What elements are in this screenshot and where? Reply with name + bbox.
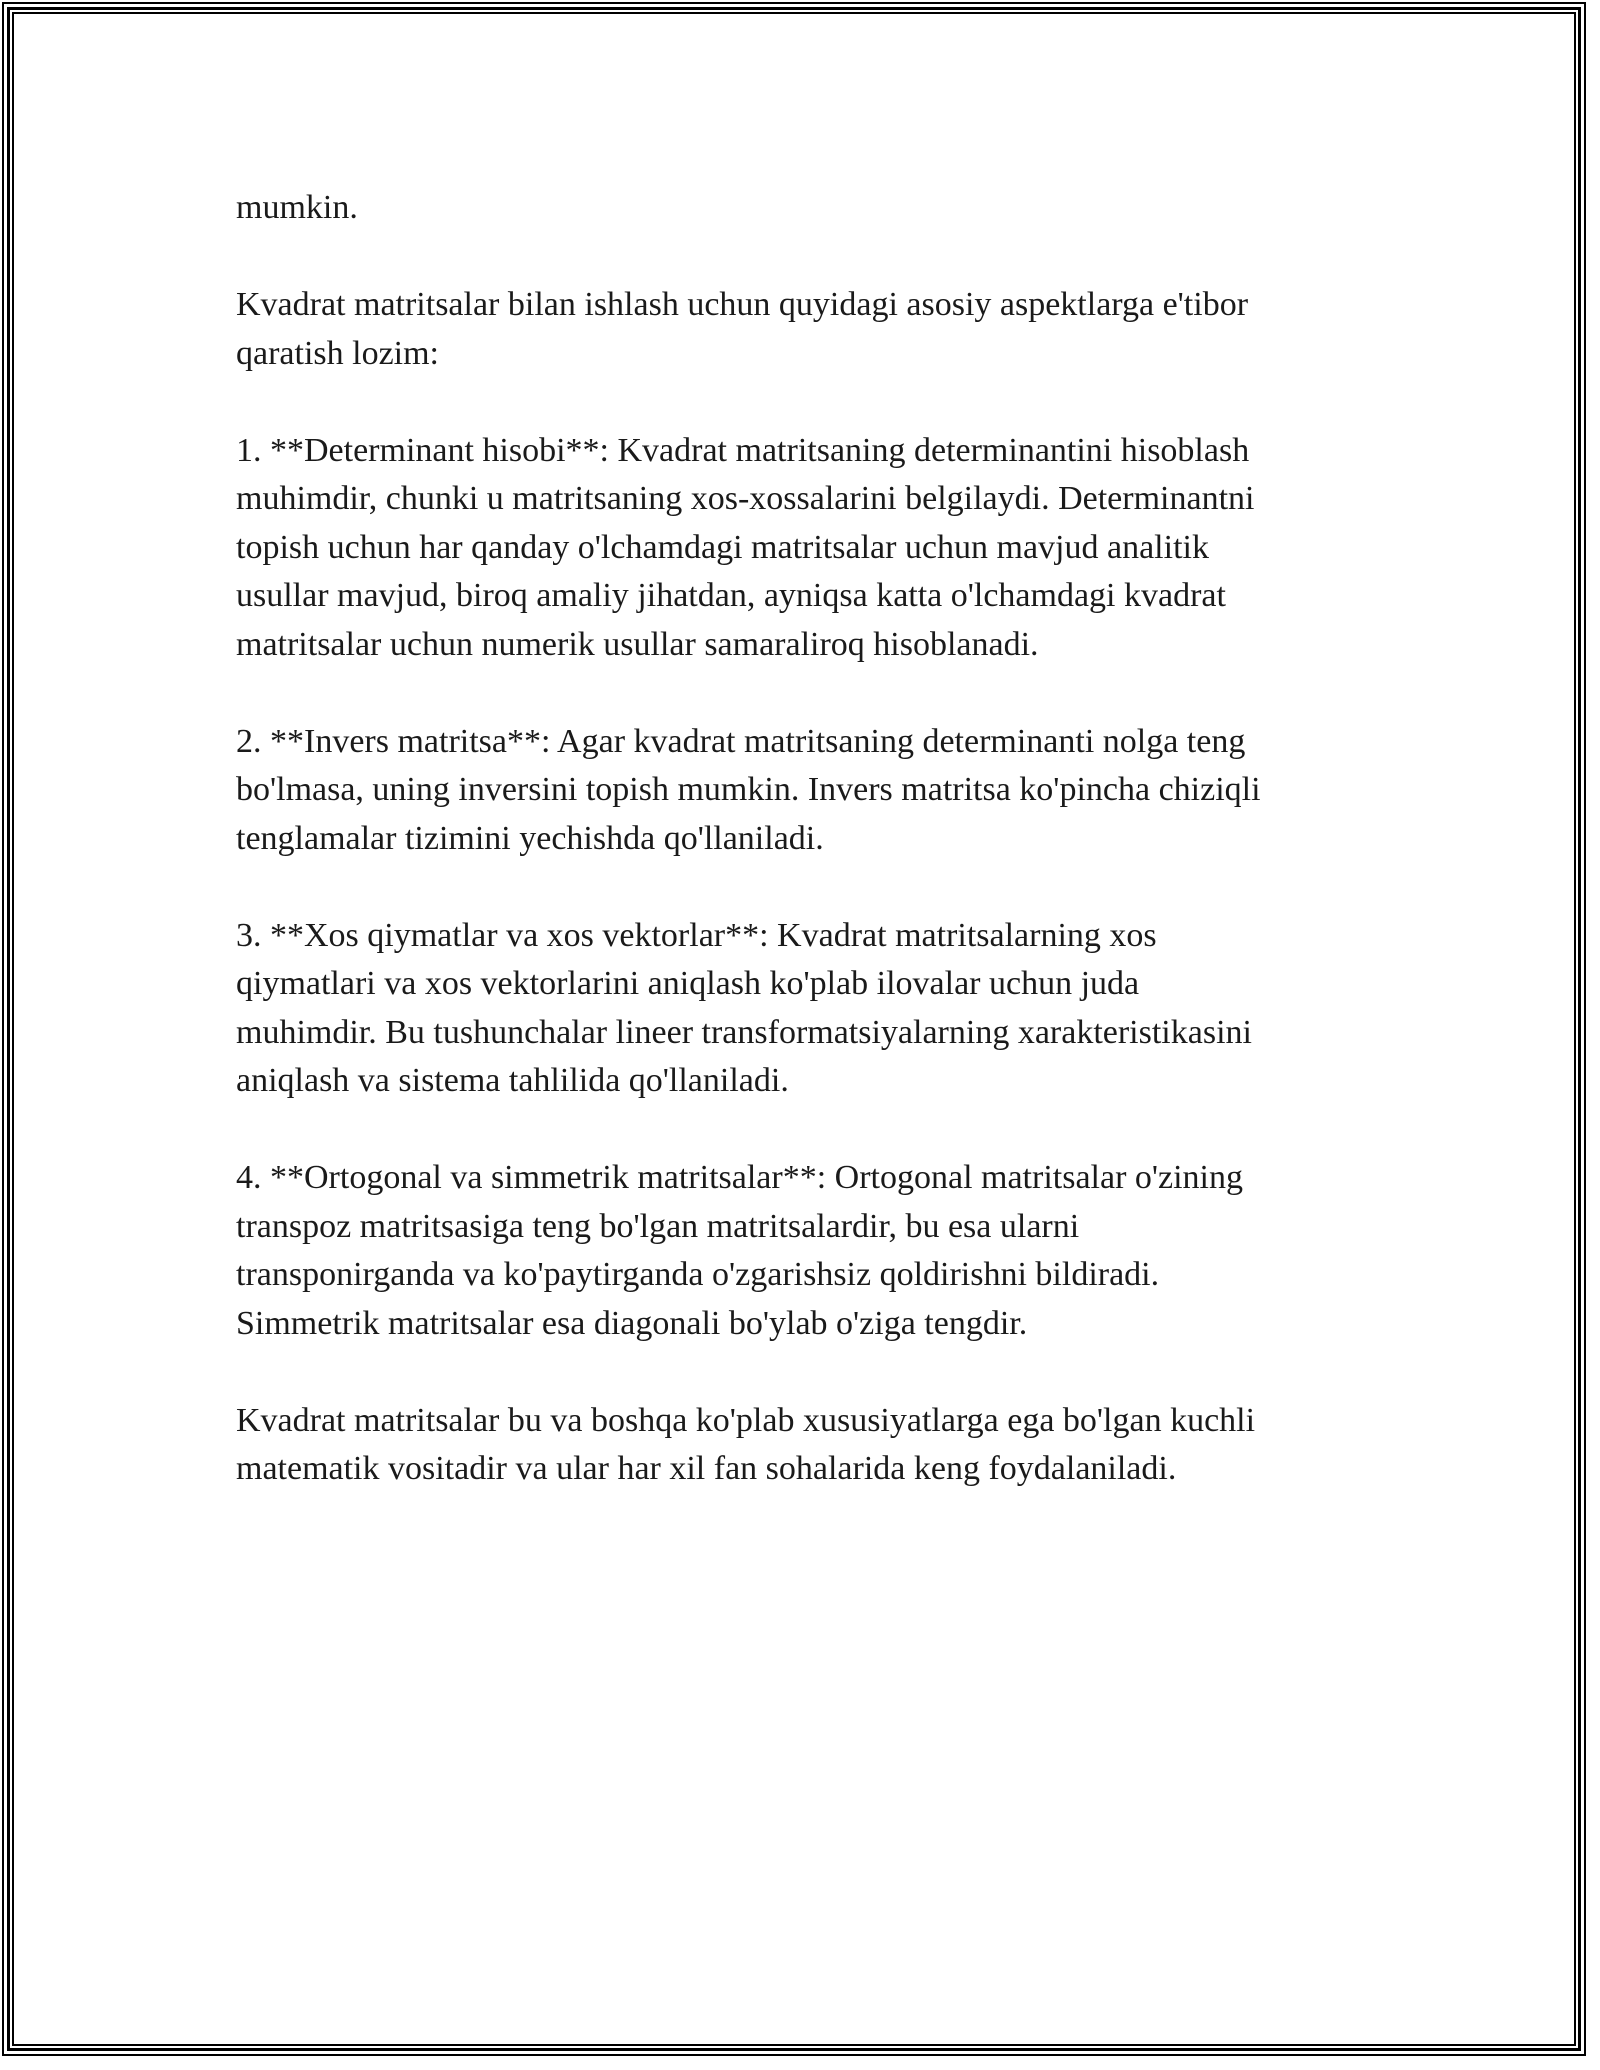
paragraph-intro: Kvadrat matritsalar bilan ishlash uchun quyidagi asosiy aspektlarga e'tibor qaratish lozim: [236,286,1249,372]
document-body [236,184,1356,1542]
list-item-orthogonal-symmetric: 4. **Ortogonal va simmetrik matritsalar**: Ortogonal matritsalar o'zining transpoz matritsasiga teng bo'lgan matritsalardir, bu esa ularni transponirganda va ko'paytirganda o'zgarishsiz qoldirishni bildiradi. Simmetrik matritsalar esa diagonali bo'ylab o'ziga tengdir. [236,1159,1244,1342]
list-item-determinant: 1. **Determinant hisobi**: Kvadrat matritsaning determinantini hisoblash muhimdir, chunki u matritsaning xos-xossalarini belgilaydi. Determinantni topish uchun har qanday o'lchamdagi matritsalar uchun mavjud analitik usullar mavjud, biroq amaliy jihatdan, ayniqsa katta o'lchamdagi kvadrat matritsalar uchun numerik usullar samaraliroq hisoblanadi. [236,431,1255,663]
list-item-eigenvalues: 3. **Xos qiymatlar va xos vektorlar**: Kvadrat matritsalarning xos qiymatlari va xos vektorlarini aniqlash ko'plab ilovalar uchun juda muhimdir. Bu tushunchalar lineer transformatsiyalarning xarakteristikasini aniqlash va sistema tahlilida qo'llaniladi. [236,916,1252,1099]
paragraph-conclusion: Kvadrat matritsalar bu va boshqa ko'plab xususiyatlarga ega bo'lgan kuchli matematik vositadir va ular har xil fan sohalarida keng foydalaniladi. [236,1401,1256,1487]
paragraph-continuation: mumkin. [236,189,358,226]
list-item-inverse-matrix: 2. **Invers matritsa**: Agar kvadrat matritsaning determinanti nolga teng bo'lmasa, uning inversini topish mumkin. Invers matritsa ko'pincha chiziqli tenglamalar tizimini yechishda qo'llaniladi. [236,722,1261,857]
